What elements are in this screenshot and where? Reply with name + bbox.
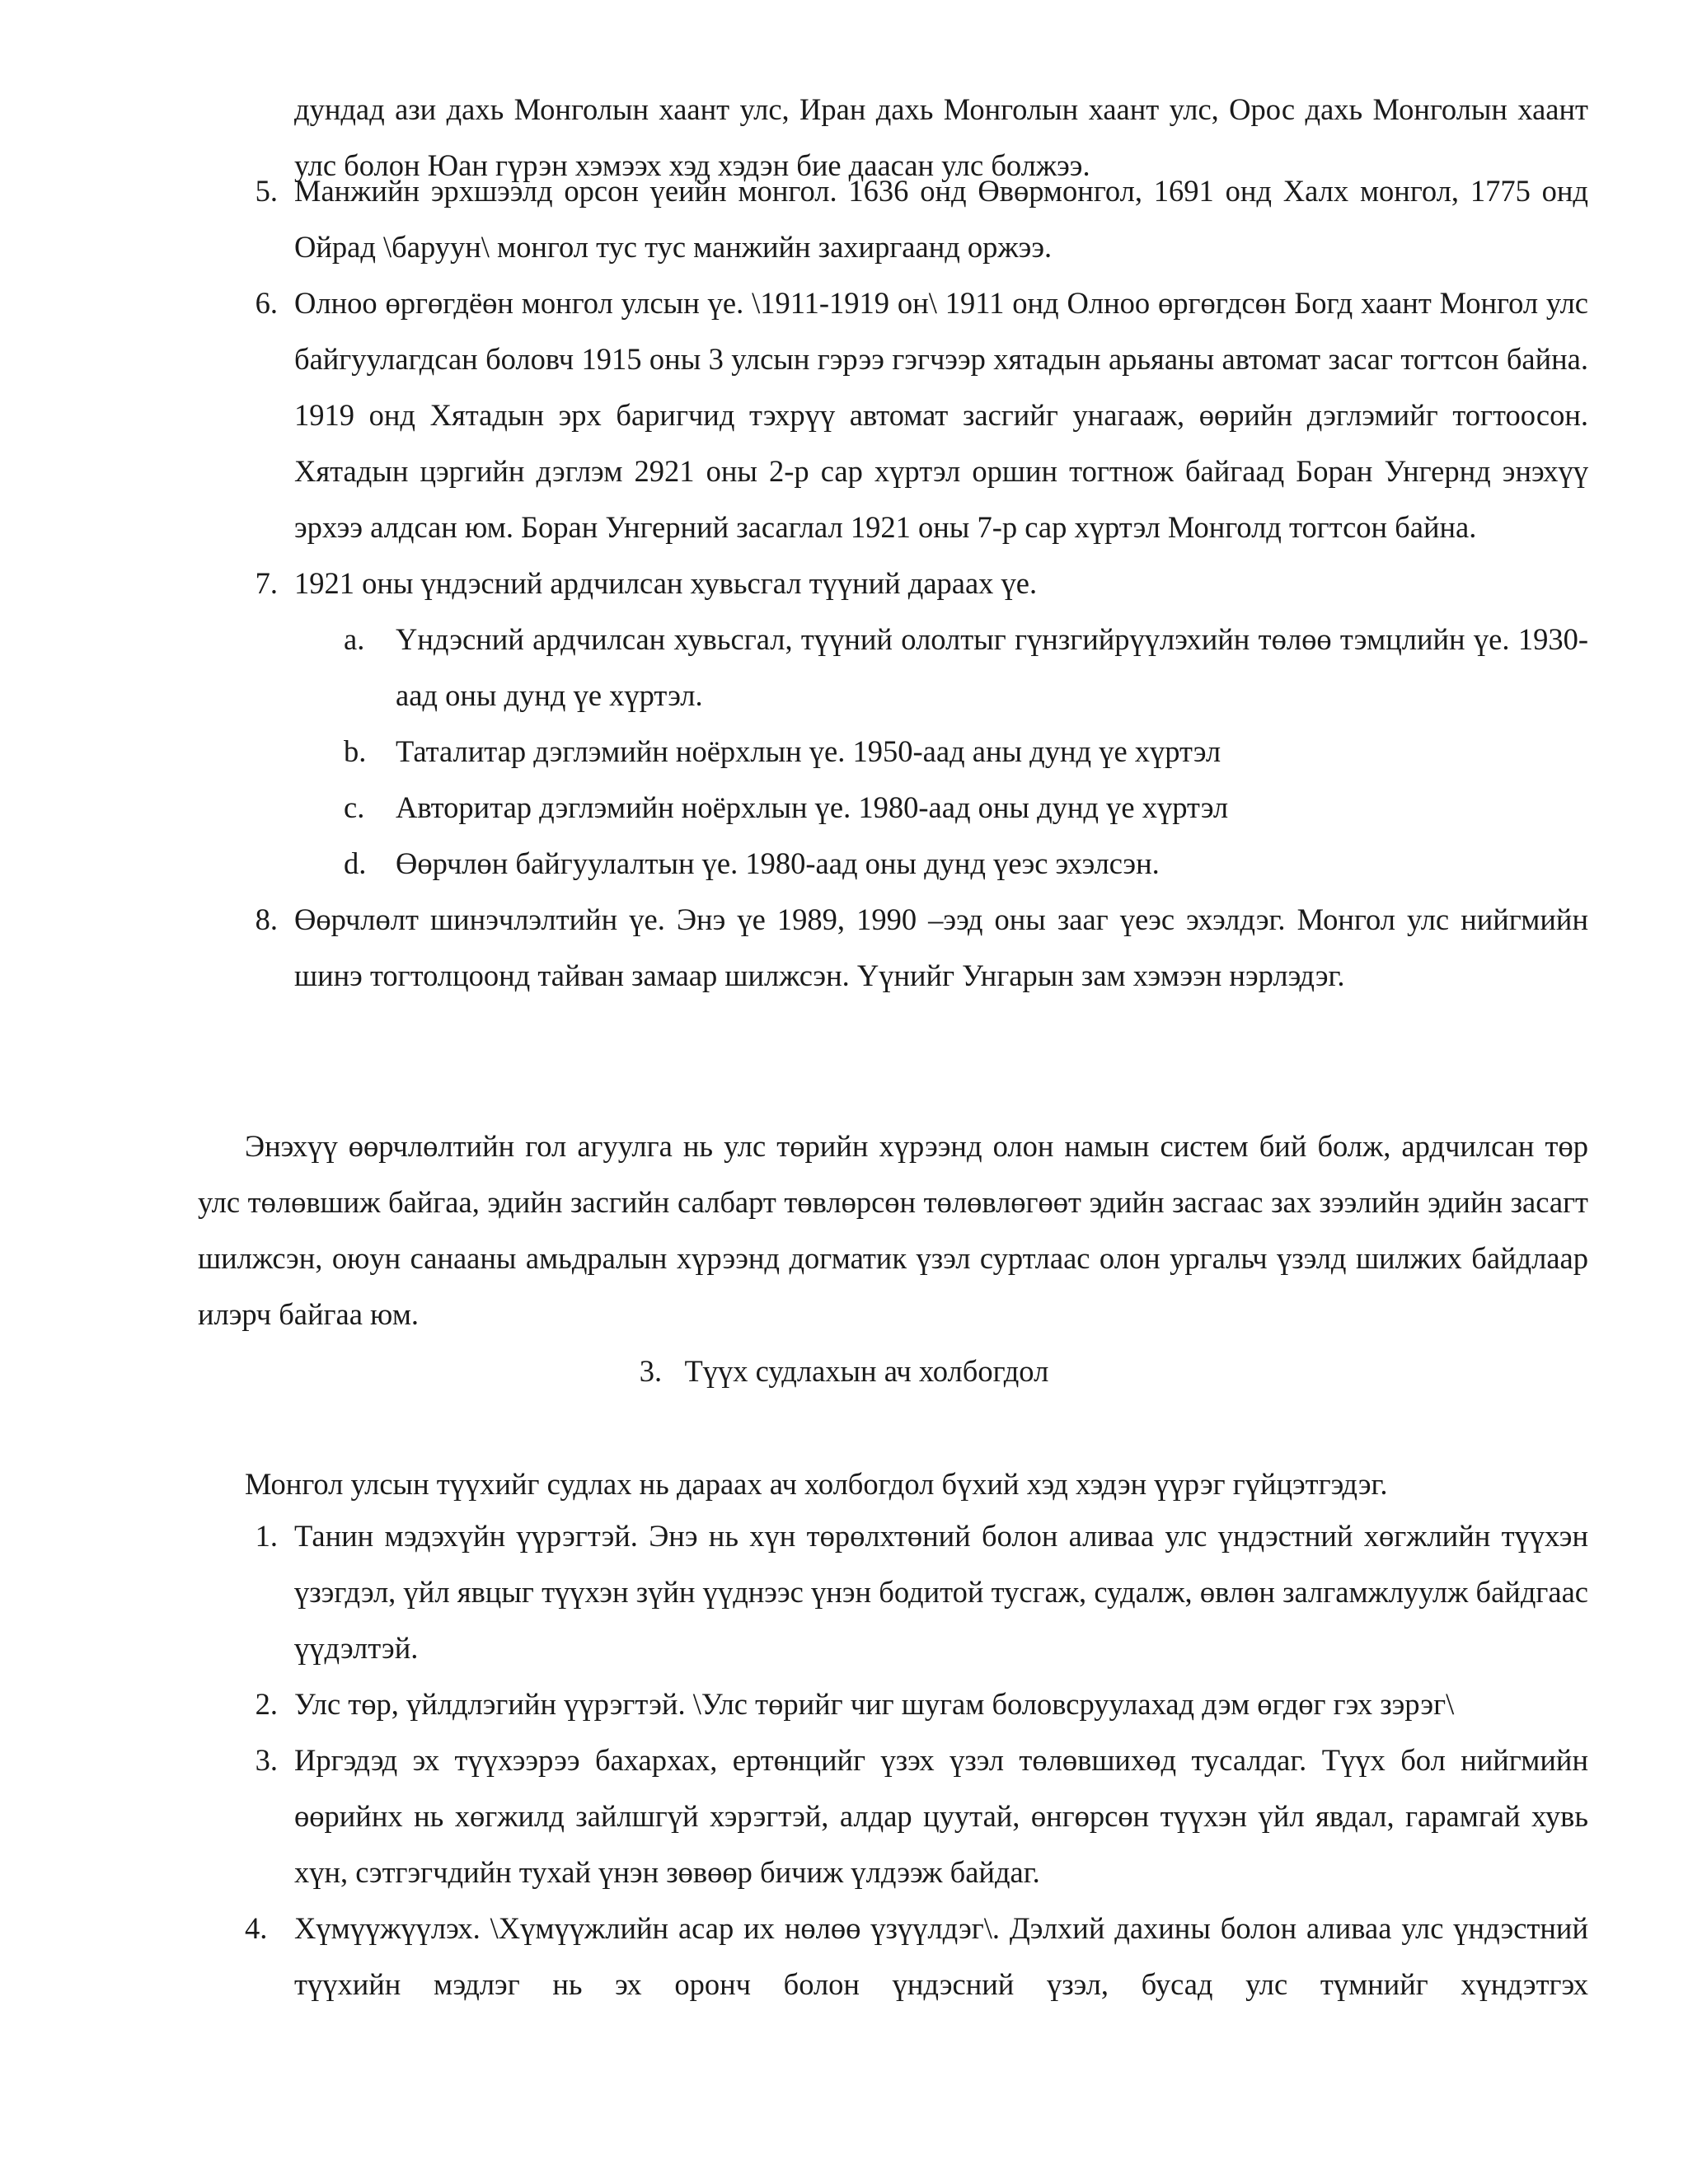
list-number: 4. xyxy=(245,1911,268,1945)
list-item-text: Иргэдэд эх түүхээрээ бахархах, ертөнцийг үзэх үзэл төлөвшихөд тусалдаг. Түүх бол нийгмийн өөрийнх нь хөгжилд зайлшгүй хэрэгтэй, алдар цуутай, өнгөрсөн түүхэн үйл явдал, гарамгай хувь хүн, сэтгэгчдийн тухай үнэн зөвөөр бичиж үлдээж байдаг. xyxy=(294,1743,1588,1889)
history-roles-list xyxy=(245,1508,1588,2013)
sub-list-text: Авторитар дэглэмийн ноёрхлын үе. 1980-аад оны дунд үе хүртэл xyxy=(396,790,1229,824)
list-item xyxy=(245,163,1588,275)
list-item-text: Олноо өргөгдёөн монгол улсын үе. \1911-1919 он\ 1911 онд Олноо өргөгдсөн Богд хаант Монгол улс байгуулагдсан боловч 1915 оны 3 улсын гэрээ гэгчээр хятадын арьяаны автомат засаг тогтсон байна. 1919 онд Хятадын эрх баригчид тэхрүү автомат засгийг унагааж, өөрийн дэглэмийг тогтоосон. Хятадын цэргийн дэглэм 2921 оны 2-р сар хүртэл оршин тогтнож байгаад Боран Унгернд энэхүү эрхээ алдсан юм. Боран Унгерний засаглал 1921 оны 7-р сар хүртэл Монголд тогтсон байна. xyxy=(294,286,1588,544)
continued-paragraph: дундад ази дахь Монголын хаант улс, Иран дахь Монголын хаант улс, Орос дахь Монголын хаант улс болон Юан гүрэн хэмээх хэд хэдэн бие даасан улс болжээ. xyxy=(294,91,1588,182)
sub-list-text: Үндэсний ардчилсан хувьсгал, түүний ололтыг гүнзгийрүүлэхийн төлөө тэмцлийн үе. 1930-аад оны дунд үе хүртэл. xyxy=(396,622,1588,712)
list-number: 2. xyxy=(255,1687,278,1721)
sub-list-item xyxy=(344,612,1588,724)
list-number: 8. xyxy=(255,902,278,936)
heading-number: 3. xyxy=(639,1354,663,1388)
sub-list-letter: d. xyxy=(344,846,367,880)
sub-list-text: Өөрчлөн байгуулалтын үе. 1980-аад оны дунд үеэс эхэлсэн. xyxy=(396,846,1160,880)
list-number: 5. xyxy=(255,174,278,208)
list-item-text: Танин мэдэхүйн үүрэгтэй. Энэ нь хүн төрөлхтөний болон аливаа улс үндэстний хөгжлийн түүхэн үзэгдэл, үйл явцыг түүхэн зүйн үүднээс үнэн бодитой тусгаж, судалж, өвлөн залгамжлуулж байдгаас үүдэлтэй. xyxy=(294,1519,1588,1665)
sub-list xyxy=(294,612,1588,892)
section-heading xyxy=(0,1343,1688,1399)
list-item xyxy=(245,1508,1588,1676)
list-item xyxy=(245,1676,1588,1732)
sub-list-letter: b. xyxy=(344,734,367,768)
list-number: 6. xyxy=(255,286,278,320)
body-paragraph: Энэхүү өөрчлөлтийн гол агуулга нь улс төрийн хүрээнд олон намын систем бий болж, ардчилсан төр улс төлөвшиж байгаа, эдийн засгийн салбарт төвлөрсөн төлөвлөгөөт эдийн засгаас зах зээлийн эдийн засагт шилжсэн, оюун санааны амьдралын хүрээнд догматик үзэл суртлаас олон ургальч үзэлд шилжих байдлаар илэрч байгаа юм. xyxy=(198,1128,1588,1331)
list-item xyxy=(245,1732,1588,1900)
intro-paragraph: Монгол улсын түүхийг судлах нь дараах ач холбогдол бүхий хэд хэдэн үүрэг гүйцэтгэдэг. xyxy=(245,1466,1388,1501)
list-number: 7. xyxy=(255,566,278,600)
list-item xyxy=(245,892,1588,1004)
list-number: 3. xyxy=(255,1743,278,1777)
sub-list-item xyxy=(344,780,1588,836)
sub-list-item xyxy=(344,836,1588,892)
list-item xyxy=(245,555,1588,892)
list-item-text: Улс төр, үйлдлэгийн үүрэгтэй. \Улс төрийг чиг шугам боловсруулахад дэм өгдөг гэх зэрэг\ xyxy=(294,1687,1455,1721)
list-item-text: Манжийн эрхшээлд орсон үеийн монгол. 1636 онд Өвөрмонгол, 1691 онд Халх монгол, 1775 онд Ойрад \баруун\ монгол тус тус манжийн захиргаанд оржээ. xyxy=(294,174,1588,264)
sub-list-letter: c. xyxy=(344,790,365,824)
list-item-text: Өөрчлөлт шинэчлэлтийн үе. Энэ үе 1989, 1990 –ээд оны зааг үеэс эхэлдэг. Монгол улс нийгмийн шинэ тогтолцоонд тайван замаар шилжсэн. Үүнийг Унгарын зам хэмээн нэрлэдэг. xyxy=(294,902,1588,992)
list-item-text: Хүмүүжүүлэх. \Хүмүүжлийн асар их нөлөө үзүүлдэг\. Дэлхий дахины болон аливаа улс үндэстний түүхийн мэдлэг нь эх оронч болон үндэсний үзэл, бусад улс түмнийг хүндэтгэх xyxy=(294,1911,1588,2001)
list-item xyxy=(245,1900,1588,2013)
history-periods-list xyxy=(245,163,1588,1004)
sub-list-item xyxy=(344,724,1588,780)
heading-text: Түүх судлахын ач холбогдол xyxy=(684,1354,1049,1388)
list-number: 1. xyxy=(255,1519,278,1553)
sub-list-text: Таталитар дэглэмийн ноёрхлын үе. 1950-аад аны дунд үе хүртэл xyxy=(396,734,1221,768)
list-item-text: 1921 оны үндэсний ардчилсан хувьсгал түүний дараах үе. xyxy=(294,566,1038,600)
sub-list-letter: a. xyxy=(344,622,365,656)
list-item xyxy=(245,275,1588,555)
